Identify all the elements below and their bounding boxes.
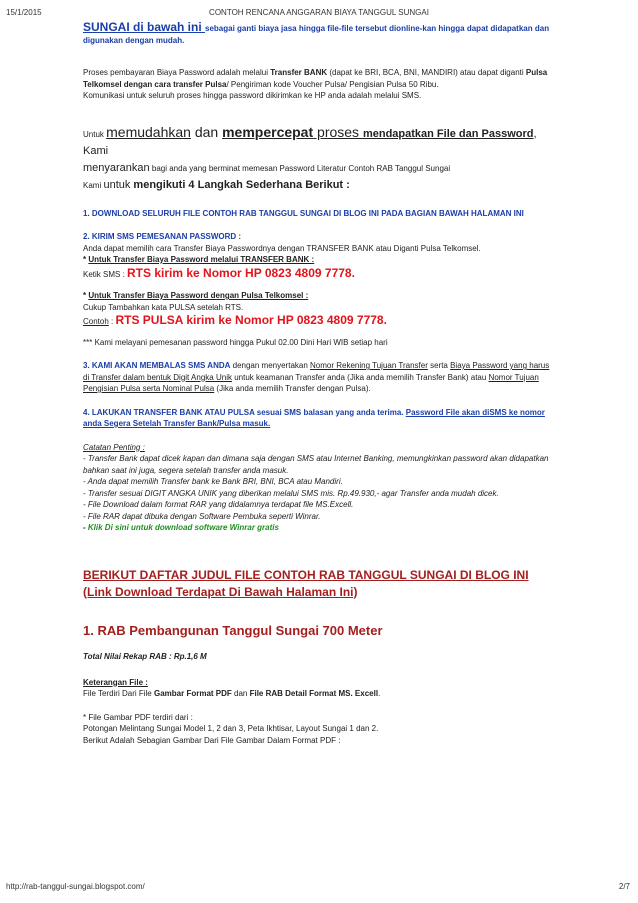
intro-link[interactable]: SUNGAI di bawah ini xyxy=(83,20,206,34)
important-notes: Catatan Penting : - Transfer Bank dapat dicek kapan dan dimana saja dengan SMS atau Internet Banking, memungkinkan password akan didapatkan bahkan saat ini juga, segera setelah transfer anda masuk. - Anda dapat memilih Transfer bank ke Bank BRI, BNI, BCA atau Mandiri. - Transfer sesuai DIGIT ANGKA UNIK yang diberikan melalui SMS mis. Rp.49.930,- agar Transfer anda mudah dicek. - File Download dalam format RAR yang didalamnya terdapat file MS.Excell. - File RAR dapat dibuka dengan Software Pembuka seperti Winrar. - Klik Di sini untuk download software Winrar gratis xyxy=(83,442,549,532)
payment-paragraph: Proses pembayaran Biaya Password adalah melalui Transfer BANK (dapat ke BRI, BCA, BNI, MANDIRI) atau dapat diganti Pulsa Telkomsel dengan cara transfer Pulsa/ Pengiriman kode Voucher Pulsa/ Pengisian Pulsa 50 Ribu. Komunikasi untuk seluruh proses hingga password dikirimkan ke HP anda adalah melalui SMS. xyxy=(83,68,548,100)
rab-item-1-title: 1. RAB Pembangunan Tanggul Sungai 700 Meter xyxy=(83,622,383,638)
intro-paragraph: SUNGAI di bawah ini sebagai ganti biaya jasa hingga file-file tersebut dionline-kan hingga dapat didapatkan dan digunakan dengan mudah. xyxy=(83,20,550,45)
bank-sms-line: Ketik SMS : RTS kirim ke Nomor HP 0823 4809 7778. xyxy=(83,265,355,280)
page-number: 2/7 xyxy=(618,882,630,891)
print-date: 15/1/2015 xyxy=(6,8,42,17)
pulsa-transfer-heading: Untuk Transfer Biaya Password dengan Pulsa Telkomsel : xyxy=(88,291,309,300)
winrar-download-link[interactable]: Klik Di sini untuk download software Winrar gratis xyxy=(87,523,279,532)
document-content xyxy=(83,22,553,746)
step-1: 1. DOWNLOAD SELURUH FILE CONTOH RAB TANGGUL SUNGAI DI BLOG INI PADA BAGIAN BAWAH HALAMAN INI xyxy=(83,208,524,218)
footer-url: http://rab-tanggul-sungai.blogspot.com/ xyxy=(6,882,145,891)
step-3: 3. KAMI AKAN MEMBALAS SMS ANDA dengan menyertakan Nomor Rekening Tujuan Transfer serta Biaya Password yang harus di Transfer dalam bentuk Digit Angka Unik untuk keamanan Transfer anda (Jika anda memilih Transfer Bank) atau Nomor Tujuan Pengisian Pulsa serta Nominal Pulsa (Jika anda memilih Transfer dengan Pulsa). xyxy=(83,361,550,393)
bank-transfer-heading: Untuk Transfer Biaya Password melalui TRANSFER BANK : xyxy=(88,255,315,264)
rab-item-1: 1. RAB Pembangunan Tanggul Sungai 700 Meter Total Nilai Rekap RAB : Rp.1,6 M Keterangan File : File Terdiri Dari File Gambar Format PDF dan File RAB Detail Format MS. Excell. * File Gambar PDF terdiri dari : Potongan Melintang Sungai Model 1, 2 dan 3, Peta Ikhtisar, Layout Sungai 1 dan 2. Berikut Adalah Sebagian Gambar Dari File Gambar Dalam Format PDF : xyxy=(83,625,553,747)
password-info-link[interactable]: Password File akan diSMS ke nomor anda Segera Setelah Transfer Bank/Pulsa masuk. xyxy=(83,407,545,428)
step-2-title: 2. KIRIM SMS PEMESANAN PASSWORD : xyxy=(83,232,242,241)
print-title: CONTOH RENCANA ANGGARAN BIAYA TANGGUL SUNGAI xyxy=(209,8,429,17)
step-2: 2. KIRIM SMS PEMESANAN PASSWORD : Anda dapat memilih cara Transfer Biaya Passwordnya dengan TRANSFER BANK atau Diganti Pulsa Telkomsel. * Untuk Transfer Biaya Password melalui TRANSFER BANK : Ketik SMS : RTS kirim ke Nomor HP 0823 4809 7778. * Untuk Transfer Biaya Password dengan Pulsa Telkomsel : Cukup Tambahkan kata PULSA setelah RTS. Contoh : RTS PULSA kirim ke Nomor HP 0823 4809 7778. *** Kami melayani pemesanan password hingga Pukul 02.00 Dini Hari WIB setiap hari xyxy=(83,231,553,348)
service-hours-note: *** Kami melayani pemesanan password hingga Pukul 02.00 Dini Hari WIB setiap hari xyxy=(83,337,388,347)
step-4: 4. LAKUKAN TRANSFER BANK ATAU PULSA sesuai SMS balasan yang anda terima. Password File akan diSMS ke nomor anda Segera Setelah Transfer Bank/Pulsa masuk. xyxy=(83,407,545,428)
steps-intro: Untuk memudahkan dan mempercepat proses mendapatkan File dan Password, Kami menyarankan bagi anda yang berminat memesan Password Literatur Contoh RAB Tanggul Sungai Kami untuk mengikuti 4 Langkah Sederhana Berikut : xyxy=(83,123,537,191)
pulsa-sms-line: Contoh : RTS PULSA kirim ke Nomor HP 0823 4809 7778. xyxy=(83,313,387,327)
file-list-title: BERIKUT DAFTAR JUDUL FILE CONTOH RAB TANGGUL SUNGAI DI BLOG INI (Link Download Terdapat Di Bawah Halaman Ini) xyxy=(83,567,529,599)
